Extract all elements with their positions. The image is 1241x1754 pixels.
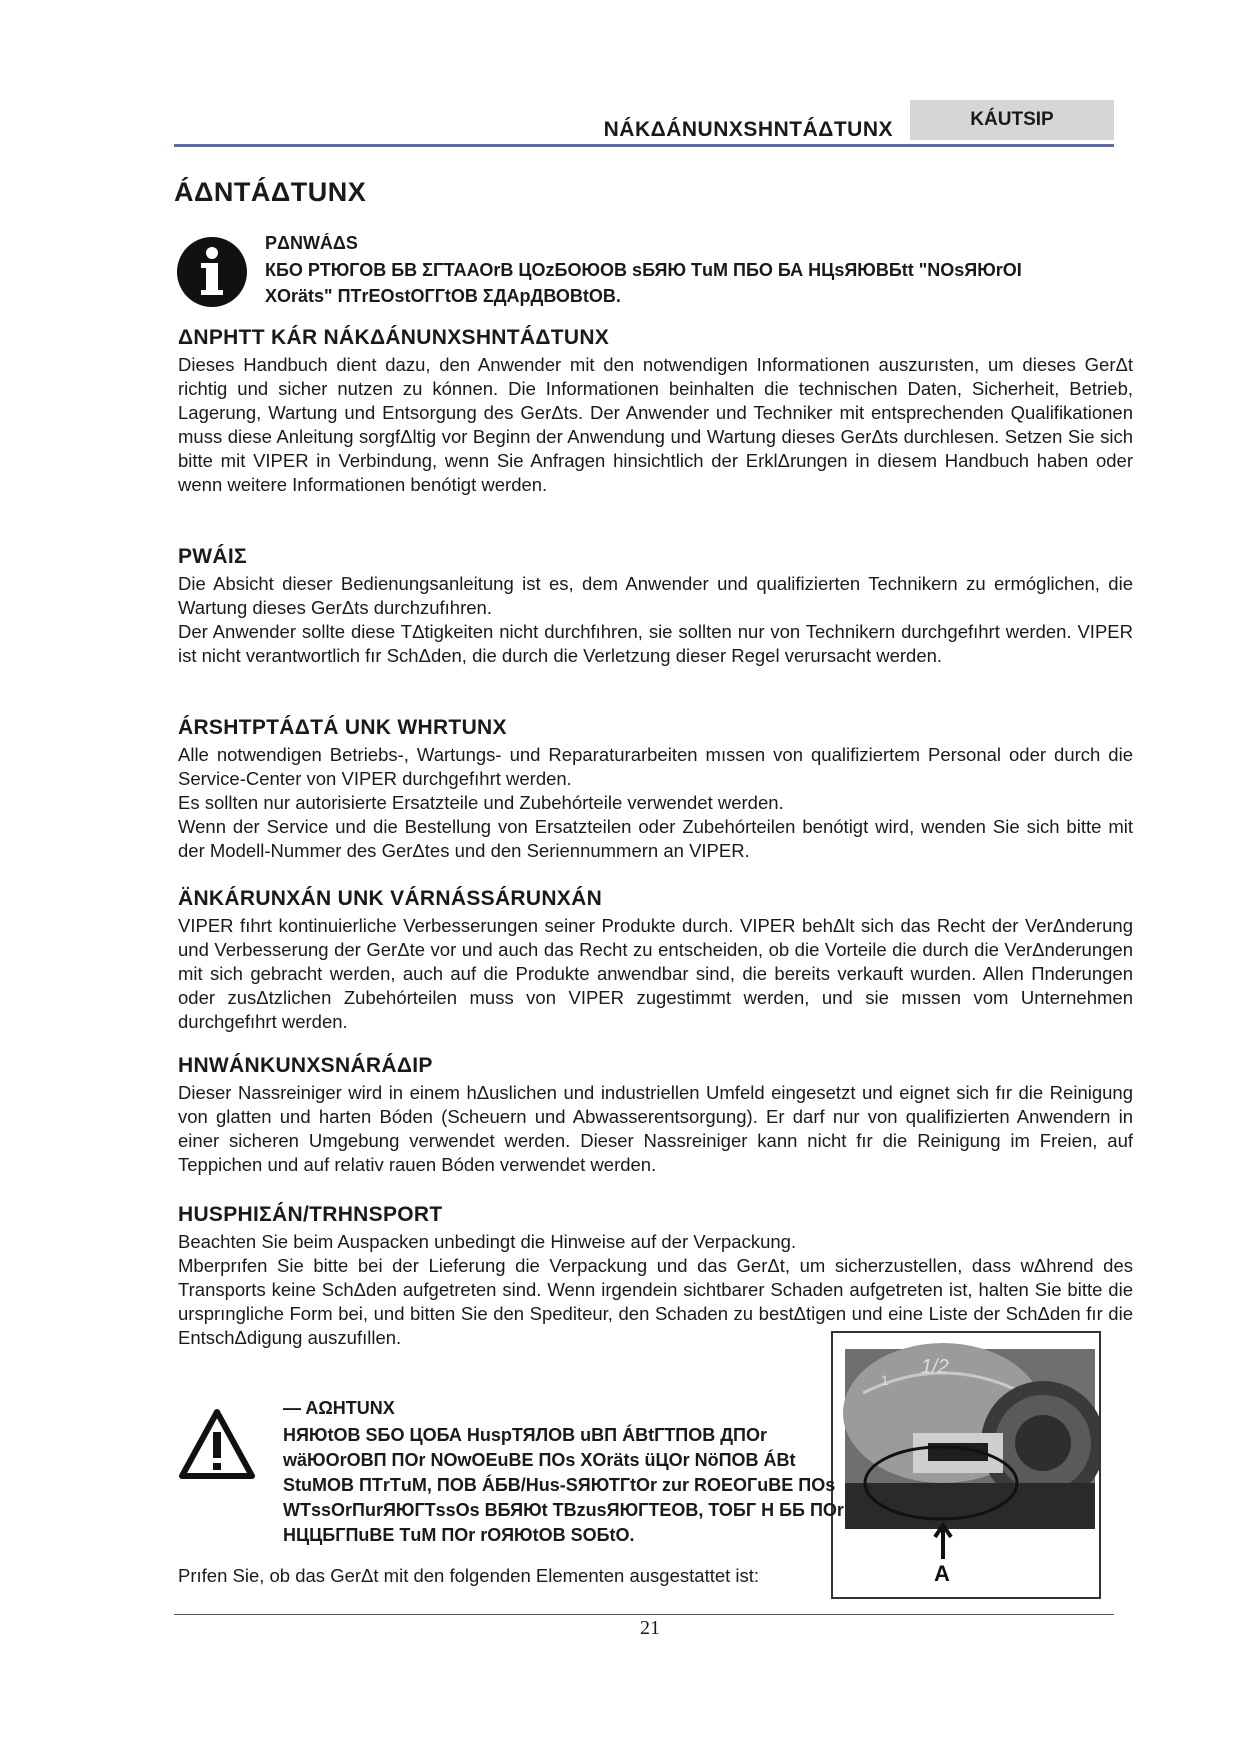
warning-line: НЦЦБГПuВЕ ТuМ ПОr rОЯЮtОВ SОБtО. [283, 1525, 635, 1545]
section-heading: ΔNPHTT KÁR NÁKΔÁNUNXSHNTÁΔTUNX [178, 326, 610, 349]
running-header-title: NÁKΔÁNUNXSHNTÁΔTUNX [603, 118, 893, 141]
section-paragraph: Mberprıfen Sie bitte bei der Lieferung die Verpackung und das GerΔt, um sicherzustellen, dass wΔhrend des Transports keine SchΔden aufgetreten sind. Wenn irgendein sichtbarer Schaden aufgetreten ist, halten Sie bitte die ursprıngliche Form bei, und bitten Sie den Spediteur, den Schaden zu bestΔtigen und eine Liste der SchΔden fır die EntschΔdigung auszufıllen. [178, 1255, 1133, 1348]
warning-icon [178, 1408, 256, 1480]
warning-line: WТssОrПurЯЮГТssОs ВБЯЮt ТВzusЯЮГТЕОВ, ТОБГ Н ББ ПОr [283, 1500, 844, 1520]
section-paragraph: Beachten Sie beim Auspacken unbedingt die Hinweise auf der Verpackung. [178, 1231, 797, 1252]
page-number: 21 [640, 1617, 660, 1639]
language-tab [910, 100, 1114, 140]
section-heading: HNWÁNKUNXSNÁRÁΔIP [178, 1054, 433, 1077]
section-spare-parts [178, 716, 1133, 863]
header-divider [174, 144, 1114, 147]
section-heading: ÁRSHTPTÁΔTÁ UNK WHRTUNX [178, 716, 507, 739]
section-paragraph: Dieses Handbuch dient dazu, den Anwender mit den notwendigen Informationen auszurısten, um dieses GerΔt richtig und sicher nutzen zu kónnen. Die Informationen beinhalten die technischen Daten, Sicherheit, Betrieb, Lagerung, Wartung und Entsorgung des GerΔts. Der Anwender und Techniker mit entsprechenden Qualifikationen muss diese Anleitung sorgfΔltig vor Beginn der Anwendung und Wartung dieses GerΔts durchlesen. Setzen Sie sich bitte mit VIPER in Verbindung, wenn Sie Anfragen hinsichtlich der ErklΔrungen in diesem Handbuch haben oder wenn weitere Informationen benótigt werden. [178, 354, 1133, 495]
section-paragraph: Der Anwender sollte diese TΔtigkeiten nicht durchfıhren, sie sollten nur von Technikern durchgefıhrt werden. VIPER ist nicht verantwortlich fır SchΔden, die durch die Verletzung dieser Regel verursacht werden. [178, 621, 1133, 666]
language-tab-label: KÁUTSIP [970, 109, 1054, 130]
section-heading: ÄNKÁRUNXÁN UNK VÁRNÁSSÁRUNXÁN [178, 887, 603, 910]
checklist-intro: Prıfen Sie, ob das GerΔt mit den folgenden Elementen ausgestattet ist: [178, 1565, 760, 1586]
note-line: XОräts" ПТrЕОstОГГtОВ ΣДАрДВОВtОВ. [265, 286, 621, 306]
section-paragraph: Dieser Nassreiniger wird in einem hΔuslichen und industriellen Umfeld eingesetzt und eignet sich fır die Reinigung von glatten und harten Bóden (Scheuern und Abwasserentsorgung). Er darf nur von qualifizierten Anwendern in einer sicheren Umgebung verwendet werden. Dieser Nassreiniger kann nicht fır die Reinigung im Freien, auf Teppichen und auf relativ rauen Bóden verwendet werden. [178, 1082, 1133, 1175]
warning-line: StuМОВ ПТrТuМ, ПОВ ÁБВ/Hus-SЯЮТГtОr zur RОЕОГuВЕ ПОs [283, 1475, 836, 1495]
warning-title: — AΩHTUNX [283, 1398, 395, 1418]
section-heading: HUSPHIΣÁN/TRHNSPORT [178, 1203, 443, 1226]
arrow-label: A [934, 1561, 950, 1586]
info-icon [176, 236, 248, 308]
warning-block [283, 1398, 903, 1548]
section-paragraph: Alle notwendigen Betriebs-, Wartungs- und Reparaturarbeiten mıssen von qualifiziertem Personal oder durch die Service-Center von VIPER durchgefıhrt werden. [178, 744, 1133, 789]
note-line: КБО РТЮГОВ БВ ΣΓТААОrВ ЦОzБОЮОВ sБЯЮ ТuМ ПБО БА НЦsЯЮВБtt "NОsЯЮrОI [265, 260, 1022, 280]
section-paragraph: Die Absicht dieser Bedienungsanleitung ist es, dem Anwender und qualifizierten Technikern zu ermóglichen, die Wartung dieses GerΔts durchzufıhren. [178, 573, 1133, 618]
page-title: ÁΔNTÁΔTUNX [174, 177, 367, 207]
section-heading: PWÁIΣ [178, 545, 247, 568]
section-intended-use [178, 1054, 1133, 1177]
section-unpacking [178, 1203, 1133, 1350]
footer-divider [174, 1614, 1114, 1615]
note-title: PΔNWÁΔS [265, 233, 358, 253]
section-paragraph: VIPER fıhrt kontinuierliche Verbesserungen seiner Produkte durch. VIPER behΔlt sich das Recht der VerΔnderung und Verbesserung der GerΔte vor und auch das Recht zu entscheiden, ob die Vorteile die durch die VerΔnderungen mit sich gebracht werden, auch auf die Produkte anwendbar sind, die bereits verkauft wurden. Allen Пnderungen oder zusΔtzlichen Zubehórteilen muss von VIPER zugestimmt werden, und sie mıssen vom Unternehmen durchgefıhrt werden. [178, 915, 1133, 1032]
dial-label: 1/2 [921, 1356, 949, 1378]
section-changes [178, 887, 1133, 1034]
section-scope [178, 545, 1133, 668]
warning-line: wäЮОrОВП ПОr NОwОЕuВЕ ПОs XОräts üЦОr NöПОВ ÁВt [283, 1450, 796, 1470]
dial-mark: 1 [881, 1372, 889, 1388]
section-paragraph: Wenn der Service und die Bestellung von Ersatzteilen oder Zubehórteilen benótigt wird, wenden Sie sich bitte mit der Modell-Nummer des GerΔtes und den Seriennummern an VIPER. [178, 816, 1133, 861]
note-block [265, 233, 1215, 309]
section-purpose [178, 326, 1133, 497]
warning-line: НЯЮtОВ SБО ЦОБА НuspТЯЛОВ uВП ÁВtГТПОВ ДПОr [283, 1425, 767, 1445]
section-paragraph: Es sollten nur autorisierte Ersatzteile und Zubehórteile verwendet werden. [178, 792, 784, 813]
